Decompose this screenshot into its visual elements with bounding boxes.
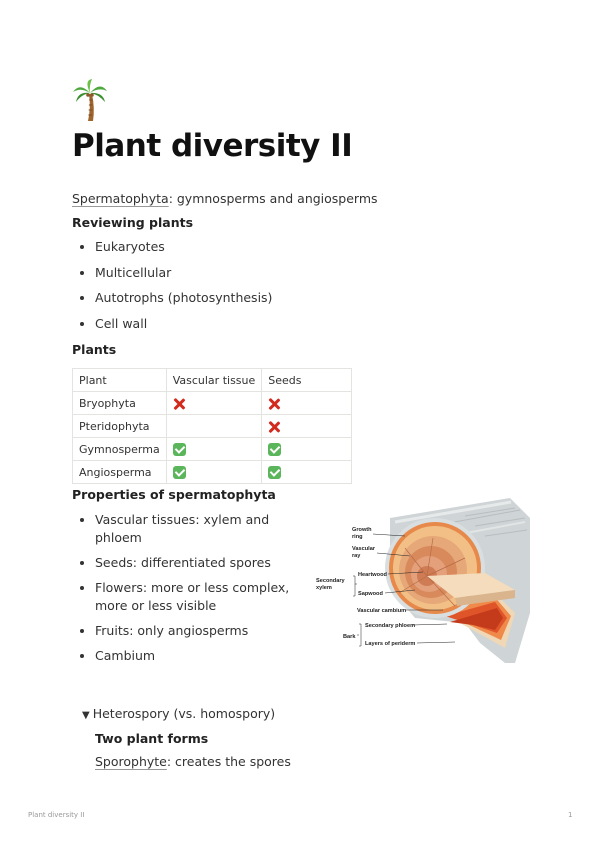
- intro-rest: : gymnosperms and angiosperms: [168, 191, 378, 206]
- vascular-cell: [166, 392, 262, 415]
- list-item-line: Fruits: only angiosperms: [95, 623, 249, 638]
- list-item-line: more or less visible: [95, 598, 217, 613]
- cross-mark-icon: [268, 398, 280, 410]
- plants-heading: Plants: [72, 342, 117, 357]
- check-mark-icon: [268, 466, 281, 479]
- plants-table: [72, 368, 352, 484]
- properties-list: [78, 511, 289, 665]
- list-item: Eukaryotes: [78, 238, 272, 256]
- svg-text:ring: ring: [352, 534, 363, 540]
- toggle-triangle-icon[interactable]: ▼: [82, 710, 90, 721]
- check-mark-icon: [173, 466, 186, 479]
- heterospory-toggle[interactable]: [82, 706, 275, 721]
- table-row: [73, 438, 352, 461]
- plant-name: Bryophyta: [73, 392, 167, 415]
- plant-name: Angiosperma: [73, 461, 167, 484]
- svg-text:xylem: xylem: [316, 585, 332, 591]
- svg-text:Bark: Bark: [343, 634, 356, 640]
- list-item: [78, 511, 289, 547]
- sporophyte-term: Sporophyte: [95, 754, 167, 769]
- svg-text:Vascular: Vascular: [352, 546, 376, 552]
- svg-text:Heartwood: Heartwood: [358, 572, 387, 578]
- vascular-cell: [166, 438, 262, 461]
- column-header: Seeds: [262, 369, 352, 392]
- list-item: Cell wall: [78, 315, 272, 333]
- reviewing-heading: Reviewing plants: [72, 215, 194, 230]
- toggle-label: Heterospory (vs. homospory): [92, 706, 276, 721]
- table-header-row: [73, 369, 352, 392]
- list-item: [78, 579, 289, 615]
- svg-text:Secondary phloem: Secondary phloem: [365, 623, 416, 629]
- page-number: 1: [568, 811, 573, 819]
- seeds-cell: [262, 392, 352, 415]
- list-item: Autotrophs (photosynthesis): [78, 289, 272, 307]
- table-row: [73, 415, 352, 438]
- page-title: Plant diversity II: [72, 128, 353, 164]
- list-item-line: Cambium: [95, 648, 156, 663]
- plant-name: Pteridophyta: [73, 415, 167, 438]
- svg-text:Growth: Growth: [352, 527, 372, 533]
- list-item: [78, 647, 289, 665]
- reviewing-list: [78, 238, 272, 333]
- list-item-line: Flowers: more or less complex,: [95, 580, 290, 595]
- sporophyte-rest: : creates the spores: [166, 754, 291, 769]
- list-item: [78, 622, 289, 640]
- list-item: [78, 554, 289, 572]
- properties-heading: Properties of spermatophyta: [72, 487, 276, 502]
- sporophyte-line: [95, 754, 291, 769]
- table-row: [73, 461, 352, 484]
- vascular-cell: [166, 415, 262, 438]
- seeds-cell: [262, 415, 352, 438]
- list-item: Multicellular: [78, 264, 272, 282]
- cross-mark-icon: [268, 421, 280, 433]
- palm-tree-icon: [72, 78, 108, 122]
- svg-text:Layers of periderm: Layers of periderm: [365, 641, 416, 647]
- svg-text:Secondary: Secondary: [316, 578, 345, 584]
- spermatophyta-term: Spermatophyta: [72, 191, 169, 206]
- svg-text:Vascular cambium: Vascular cambium: [357, 608, 407, 614]
- intro-line: [72, 191, 378, 206]
- seeds-cell: [262, 438, 352, 461]
- check-mark-icon: [173, 443, 186, 456]
- plant-name: Gymnosperma: [73, 438, 167, 461]
- woody-stem-diagram: [315, 498, 530, 663]
- vascular-cell: [166, 461, 262, 484]
- svg-text:ray: ray: [352, 553, 361, 559]
- table-row: [73, 392, 352, 415]
- footer-title: Plant diversity II: [28, 811, 85, 819]
- list-item-line: phloem: [95, 530, 142, 545]
- column-header: Vascular tissue: [166, 369, 262, 392]
- seeds-cell: [262, 461, 352, 484]
- cross-mark-icon: [173, 398, 185, 410]
- list-item-line: Seeds: differentiated spores: [95, 555, 271, 570]
- check-mark-icon: [268, 443, 281, 456]
- two-plant-forms-heading: Two plant forms: [95, 731, 209, 746]
- column-header: Plant: [73, 369, 167, 392]
- list-item-line: Vascular tissues: xylem and: [95, 512, 270, 527]
- svg-text:Sapwood: Sapwood: [358, 591, 383, 597]
